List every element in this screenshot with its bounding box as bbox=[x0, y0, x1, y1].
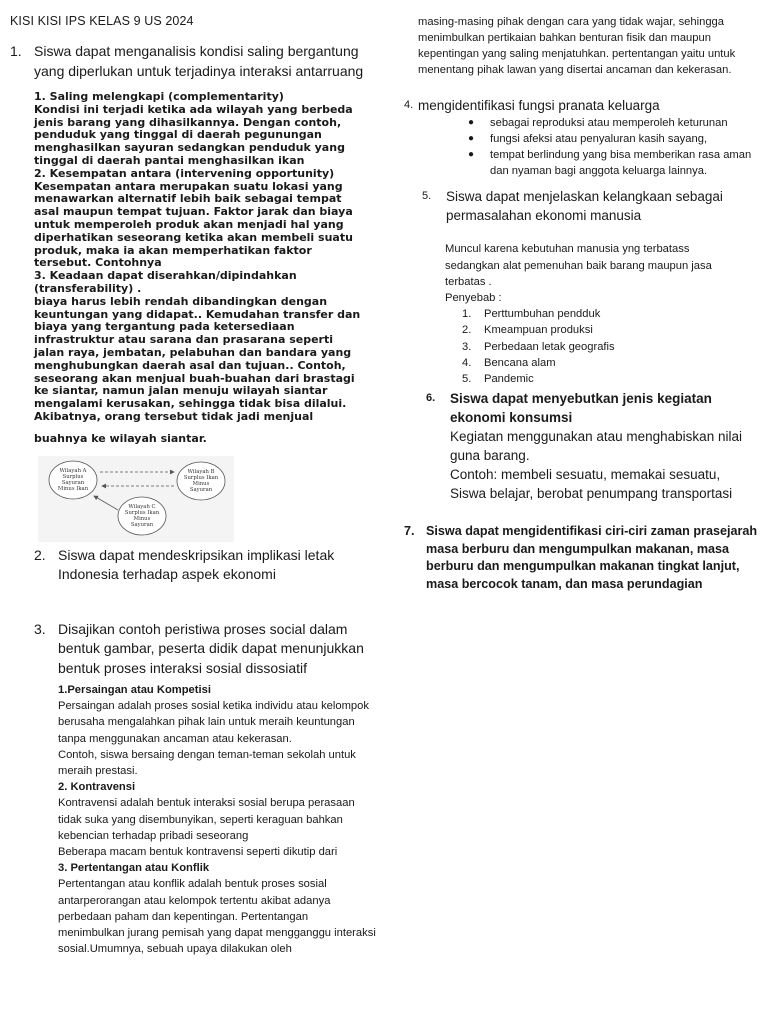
item-3-number: 3. bbox=[34, 620, 46, 637]
form-3-heading: 3. Pertentangan atau Konflik bbox=[58, 862, 210, 875]
form-1-body: Persaingan adalah proses sosial ketika individu atau kelompok berusaha mengalahkan pihak lain untuk meraih keuntungan tanpa menggunakan ancaman atau kekerasan. bbox=[58, 700, 369, 745]
condition-3-final: buahnya ke wilayah siantar. bbox=[34, 431, 207, 445]
condition-3-body: biaya harus lebih rendah dibandingkan dengan keuntungan yang didapat.. Kemudahan transfer dan biaya yang tergantung pada ketersediaan infrastruktur atau sarana dan prasarana seperti jalan raya, jembatan, pelabuhan dan bandara yang menghubungkan daerah asal dan tujuan.. Contoh, seseorang akan menjual buah-buahan dari brastagi ke siantar, namun jalan menuju wilayah siantar mengalami kerusakan, sehingga tidak bisa dilalui. Akibatnya, orang tersebut tidak jadi menjual bbox=[34, 294, 361, 423]
item-6-number: 6. bbox=[426, 392, 436, 405]
intervening-opportunity-diagram bbox=[38, 456, 234, 542]
item-2 bbox=[34, 546, 376, 585]
item-5-text: Siswa dapat menjelaskan kelangkaan sebagai permasalahan ekonomi manusia bbox=[446, 189, 723, 224]
condition-1-heading: 1. Saling melengkapi (complementarity) bbox=[34, 90, 284, 103]
condition-3-heading: 3. Keadaan dapat diserahkan/dipindahkan (transferability) . bbox=[34, 269, 297, 295]
right-column bbox=[398, 14, 760, 593]
bullet-icon: ● bbox=[468, 133, 475, 145]
form-2-heading: 2. Kontravensi bbox=[58, 781, 136, 794]
item-3-text: Disajikan contoh peristiwa proses social dalam bentuk gambar, peserta didik dapat menunjukkan bentuk proses interaksi sosial dissosiatif bbox=[58, 620, 364, 676]
family-functions-list bbox=[468, 115, 760, 179]
dissociative-forms-block bbox=[58, 682, 376, 957]
form-2-note: Beberapa macam bentuk kontravensi seperti dikutip dari bbox=[58, 846, 338, 859]
item-6 bbox=[426, 389, 758, 427]
form-3-body: Pertentangan atau konflik adalah bentuk proses sosial antarperorangan atau kelompok tertentu akibat adanya perbedaan paham dan kepentingan. Pertentangan menimbulkan jurang pemisah yang dapat mengganggu interaksi sosial.Umumnya, sebuah upaya dilakukan oleh bbox=[58, 878, 376, 956]
item-1-number: 1. bbox=[10, 43, 22, 59]
list-item: 3. Perbedaan letak geografis bbox=[462, 340, 615, 353]
list-item: ● fungsi afeksi atau penyaluran kasih sayang, bbox=[468, 133, 708, 146]
form-2-body: Kontravensi adalah bentuk interaksi sosial berupa perasaan tidak suka yang disembunyikan, seperti keraguan bahkan kebencian terhadap pribadi seseorang bbox=[58, 797, 355, 842]
item-7-number: 7. bbox=[404, 524, 415, 539]
item-2-text: Siswa dapat mendeskripsikan implikasi letak Indonesia terhadap aspek ekonomi bbox=[58, 546, 335, 583]
left-column bbox=[10, 14, 378, 957]
bullet-icon: ● bbox=[468, 117, 475, 129]
item-6-example: Contoh: membeli sesuatu, memakai sesuatu, Siswa belajar, berobat penumpang transportasi bbox=[450, 467, 733, 502]
item-5-number: 5. bbox=[422, 190, 432, 203]
item-4-text: mengidentifikasi fungsi pranata keluarga bbox=[418, 98, 660, 114]
condition-1-body: Kondisi ini terjadi ketika ada wilayah yang berbeda jenis barang yang dihasilkannya. Dengan contoh, penduduk yang tinggal di daerah pegunungan menghasilkan sayuran sedangkan penduduk yang tinggal di daerah pantai menghasilkan ikan bbox=[34, 102, 353, 167]
node-b-label: Wilayah B Surplus Ikan Minus Sayuran bbox=[183, 468, 219, 494]
conflict-continuation: masing-masing pihak dengan cara yang tidak wajar, sehingga menimbulkan pertikaian bahkan benturan fisik dan maupun kepentingan yang saling menjatuhkan. pertentangan yaitu untuk menentang pihak lawan yang disertai ancaman dan kekerasan. bbox=[418, 16, 736, 77]
item-7 bbox=[404, 523, 760, 593]
item-7-text: Siswa dapat mengidentifikasi ciri-ciri zaman prasejarah masa berburu dan mengumpulkan makanan, masa berburu dan mengumpulkan makanan tingkat lanjut, masa bercocok tanam, dan masa perundagian bbox=[426, 524, 758, 591]
list-item: ● tempat berlindung yang bisa memberikan rasa aman dan nyaman bagi anggota keluarga lainnya. bbox=[468, 149, 752, 178]
item-4-number: 4. bbox=[404, 99, 414, 112]
form-1-heading: 1.Persaingan atau Kompetisi bbox=[58, 684, 211, 697]
causes-label: Penyebab : bbox=[445, 291, 502, 304]
item-1 bbox=[10, 42, 378, 81]
condition-2-heading: 2. Kesempatan antara (intervening opportunity) bbox=[34, 166, 335, 180]
item-1-text: Siswa dapat menganalisis kondisi saling bergantung yang diperlukan untuk terjadinya interaksi antarruang bbox=[34, 43, 364, 79]
interaction-conditions-block bbox=[34, 91, 366, 446]
document-title: KISI KISI IPS KELAS 9 US 2024 bbox=[10, 14, 194, 28]
list-item: 4. Bencana alam bbox=[462, 356, 556, 369]
item-4 bbox=[404, 96, 760, 115]
causes-list bbox=[462, 306, 760, 387]
arrow-c-to-a bbox=[94, 496, 118, 510]
scarcity-explanation: Muncul karena kebutuhan manusia yng terbatass sedangkan alat pemenuhan baik barang maupun jasa terbatas . bbox=[445, 243, 712, 288]
node-c-label: Wilayah C Surplus Ikan Minus Sayuran bbox=[124, 503, 160, 529]
list-item: 5. Pandemic bbox=[462, 373, 534, 385]
list-item: ● sebagai reproduksi atau memperoleh keturunan bbox=[468, 117, 728, 130]
item-2-number: 2. bbox=[34, 546, 46, 563]
bullet-icon: ● bbox=[468, 149, 475, 161]
item-5 bbox=[422, 187, 754, 225]
item-3 bbox=[34, 620, 376, 679]
node-a-label: Wilayah A Surplus Sayuran Minus Ikan bbox=[57, 467, 89, 493]
condition-2-body: Kesempatan antara merupakan suatu lokasi yang menawarkan alternatif lebih baik sebagai tempat asal maupun tempat tujuan. Faktor jarak dan biaya untuk memperoleh produk akan menjadi hal yang diperhatikan seseorang ketika akan membeli suatu produk, maka ia akan memperhatikan faktor tersebut. Contohnya bbox=[34, 179, 353, 270]
list-item: 1. Perttumbuhan pendduk bbox=[462, 308, 601, 321]
form-1-example: Contoh, siswa bersaing dengan teman-teman sekolah untuk meraih prestasi. bbox=[58, 748, 356, 778]
item-6-definition: Kegiatan menggunakan atau menghabiskan nilai guna barang. bbox=[450, 429, 742, 464]
item-6-text: Siswa dapat menyebutkan jenis kegiatan ekonomi konsumsi bbox=[450, 391, 712, 426]
list-item: 2. Kmeampuan produksi bbox=[462, 324, 593, 337]
